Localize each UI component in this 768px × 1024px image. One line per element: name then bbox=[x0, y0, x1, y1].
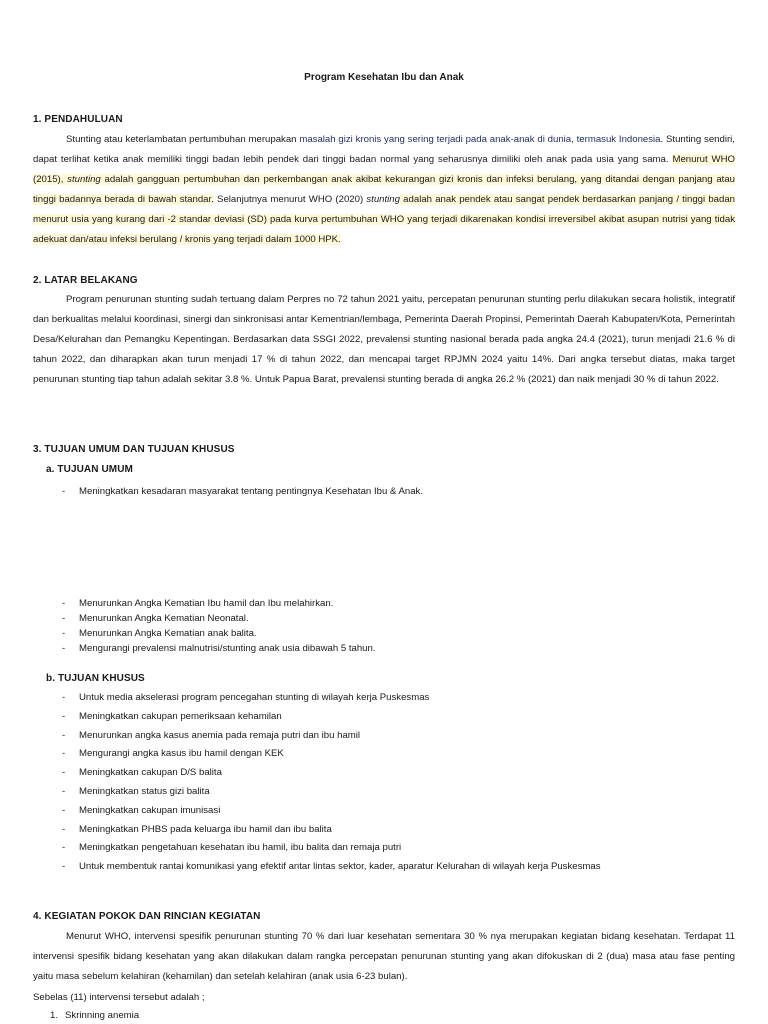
list-item: - Menurunkan Angka Kematian Ibu hamil dan Ibu melahirkan. bbox=[62, 596, 376, 611]
list-item: - Menurunkan angka kasus anemia pada remaja putri dan ibu hamil bbox=[62, 727, 601, 746]
tujuan-umum-first-list bbox=[62, 484, 423, 499]
document-title: Program Kesehatan Ibu dan Anak bbox=[304, 72, 464, 83]
latar-belakang-text: Program penurunan stunting sudah tertuang dalam Perpres no 72 tahun 2021 yaitu, percepatan penurunan stunting perlu dilakukan secara holistik, integratif dan berkualitas melalui koordinasi, sinergi dan sinkronisasi antar Kementrian/lembaga, Pemerinta Daerah Propinsi, Pemerintah Daerah Kabupaten/Kota, Pemerintah Desa/Kelurahan dan Pemangku Kepentingan. Berdasarkan data SSGI 2022, prevalensi stunting nasional berada pada angka 24.4 (2021), turun menjadi 21.6 % di tahun 2022, dan diharapkan akan turun menjadi 17 % di tahun 2022, dan mencapai target RPJMN 2024 yaitu 14%. Dari angka tersebut diatas, maka target penurunan stunting tiap tahun adalah sekitar 3.8 %. Untuk Papua Barat, prevalensi stunting berada di angka 26.2 % (2021) dan naik menjadi 30 % di tahun 2022. bbox=[33, 294, 735, 385]
pendahuluan-text-2: . Stunting sendiri, dapat terlihat ketika anak memiliki tinggi badan lebih pendek dari tinggi badan normal yang seharusnya dimiliki oleh anak pada usia yang sama. bbox=[33, 134, 735, 165]
section-heading-latar-belakang: 2. LATAR BELAKANG bbox=[33, 275, 138, 286]
list-item: - Menurunkan Angka Kematian anak balita. bbox=[62, 626, 376, 641]
pendahuluan-highlight-2: adalah gangguan pertumbuhan dan perkembangan anak akibat kekurangan gizi kronis dan infeksi berulang, yang ditandai dengan panjang atau tinggi badannya berada di bawah standar. bbox=[33, 174, 735, 205]
list-item: - Mengurangi prevalensi malnutrisi/stunting anak usia dibawah 5 tahun. bbox=[62, 641, 376, 656]
list-item: - Menurunkan Angka Kematian Neonatal. bbox=[62, 611, 376, 626]
pendahuluan-highlight-1: Menurut WHO (2015), bbox=[33, 154, 735, 185]
pendahuluan-text-3: Selanjutnya menurut WHO (2020) bbox=[213, 194, 367, 205]
section-heading-kegiatan: 4. KEGIATAN POKOK DAN RINCIAN KEGIATAN bbox=[33, 911, 261, 922]
list-item: - Untuk media akselerasi program pencegahan stunting di wilayah kerja Puskesmas bbox=[62, 689, 601, 708]
pendahuluan-paragraph bbox=[33, 130, 735, 250]
section-heading-tujuan: 3. TUJUAN UMUM DAN TUJUAN KHUSUS bbox=[33, 444, 235, 455]
list-item: - Meningkatkan cakupan imunisasi bbox=[62, 802, 601, 821]
item-text: Skrinning anemia bbox=[65, 1010, 140, 1021]
pendahuluan-highlight-em: stunting bbox=[67, 174, 101, 185]
pendahuluan-highlight-3: adalah anak pendek atau sangat pendek berdasarkan panjang / tinggi badan menurut usia yang kurang dari -2 standar deviasi (SD) pada kurva pertumbuhan WHO yang terjadi dikarenakan kondisi irreversibel akibat asupan nutrisi yang tidak adekuat dan/atau infeksi berulang / kronis yang terjadi dalam 1000 HPK. bbox=[33, 194, 736, 245]
item-number: 1. bbox=[50, 1010, 59, 1021]
subheading-tujuan-khusus: b. TUJUAN KHUSUS bbox=[46, 673, 145, 684]
latar-belakang-paragraph bbox=[33, 290, 735, 390]
numbered-item bbox=[50, 1010, 139, 1021]
list-item: - Meningkatkan pengetahuan kesehatan ibu hamil, ibu balita dan remaja putri bbox=[62, 839, 601, 858]
kegiatan-intro-line: Sebelas (11) intervensi tersebut adalah ; bbox=[33, 992, 205, 1003]
list-item: - Meningkatkan PHBS pada keluarga ibu hamil dan ibu balita bbox=[62, 821, 601, 840]
list-item: - Meningkatkan cakupan pemeriksaan kehamilan bbox=[62, 708, 601, 727]
list-item: - Meningkatkan status gizi balita bbox=[62, 783, 601, 802]
section-heading-pendahuluan: 1. PENDAHULUAN bbox=[33, 114, 123, 125]
pendahuluan-text-1: Stunting atau keterlambatan pertumbuhan merupakan bbox=[66, 134, 300, 145]
kegiatan-text: Menurut WHO, intervensi spesifik penurunan stunting 70 % dari luar kesehatan sementara 30 % nya merupakan kegiatan bidang kesehatan. Terdapat 11 intervensi spesifik bidang kesehatan yang akan dilakukan dalam rangka percepatan penurunan stunting yang akan difokuskan di 2 (dua) masa atau fase penting yaitu masa sebelum kelahiran (kehamilan) dan setelah kelahiran (anak usia 6-23 bulan). bbox=[33, 931, 735, 982]
tujuan-khusus-list bbox=[62, 689, 601, 877]
pendahuluan-text-em: stunting bbox=[366, 194, 400, 205]
list-item: - Meningkatkan kesadaran masyarakat tentang pentingnya Kesehatan Ibu & Anak. bbox=[62, 484, 423, 499]
tujuan-umum-list bbox=[62, 596, 376, 656]
list-item: - Meningkatkan cakupan D/S balita bbox=[62, 764, 601, 783]
kegiatan-paragraph bbox=[33, 927, 735, 987]
pendahuluan-text-blue: masalah gizi kronis yang sering terjadi pada anak-anak di dunia, termasuk Indonesia bbox=[299, 134, 661, 145]
list-item: - Untuk membentuk rantai komunikasi yang efektif antar lintas sektor, kader, aparatur Kelurahan di wilayah kerja Puskesmas bbox=[62, 858, 601, 877]
list-item: - Mengurangi angka kasus ibu hamil dengan KEK bbox=[62, 745, 601, 764]
subheading-tujuan-umum: a. TUJUAN UMUM bbox=[46, 464, 133, 475]
